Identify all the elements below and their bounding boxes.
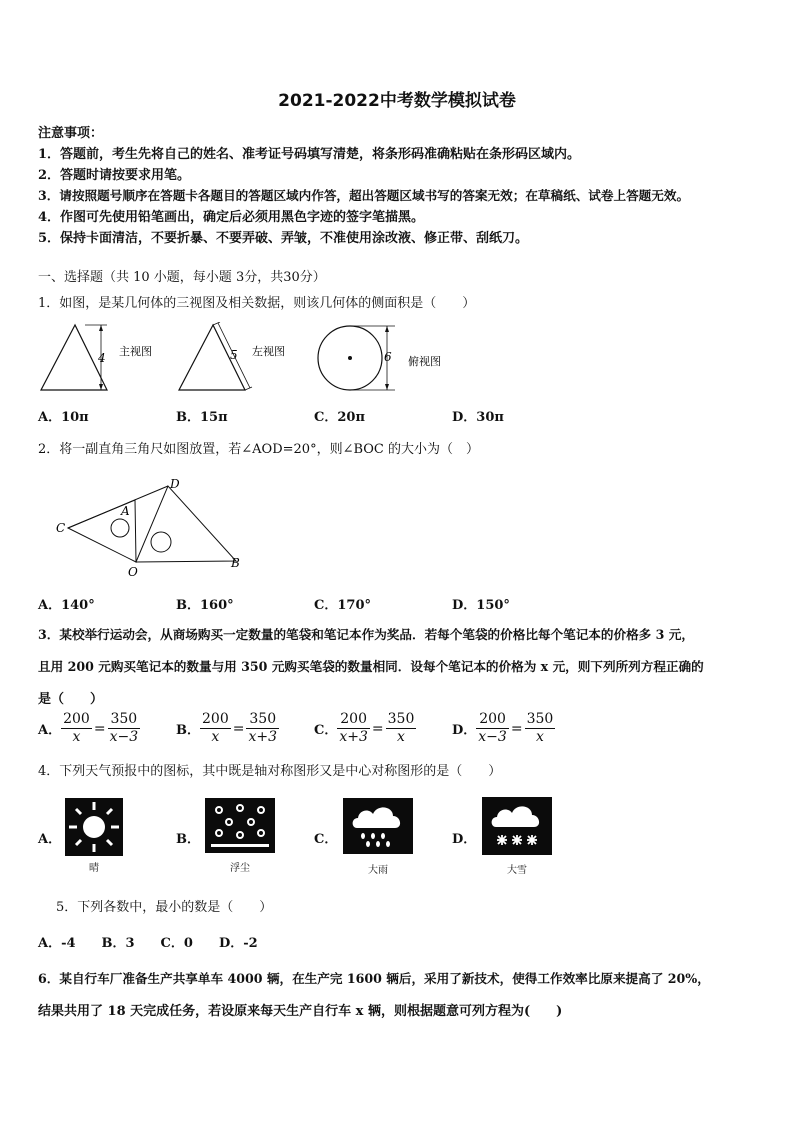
q1-option-b: B．15π [176,410,228,425]
q2-option-d: D．150° [452,598,510,613]
q2-point-o: O [128,565,138,579]
q4-stem: 4．下列天气预报中的图标，其中既是轴对称图形又是中心对称图形的是（ ） [38,764,502,779]
notice-item-1: 1．答题前，考生先将自己的姓名、准考证号码填写清楚，将条形码准确粘贴在条形码区域内。 [38,147,581,162]
q4-option-a-label: A． [38,832,62,847]
heavy-rain-icon [343,798,413,854]
q2-option-b: B．160° [176,598,234,613]
q1-front-label: 主视图 [119,345,152,358]
q3-line-3: 是（ ） [38,692,104,707]
q2-option-a: A．140° [38,598,95,613]
q1-top-label: 俯视图 [408,355,441,368]
q1-stem: 1．如图，是某几何体的三视图及相关数据，则该几何体的侧面积是（ ） [38,296,476,311]
q2-option-c: C．170° [314,598,371,613]
q4-caption-a: 晴 [89,863,99,874]
q2-point-b: B [231,556,240,570]
q3-line-2: 且用 200 元购买笔记本的数量与用 350 元购买笔袋的数量相同．设每个笔记本的价格为 x 元，则下列所列方程正确的 [38,659,704,674]
q5-options: A．-4 B．3 C．0 D．-2 [38,936,258,951]
notice-item-4: 4．作图可先使用铅笔画出，确定后必须用黑色字迹的签字笔描黑。 [38,210,425,225]
q1-top-dim: 6 [384,350,392,364]
q1-front-dim: 4 [98,351,106,365]
heavy-snow-icon [482,797,552,855]
q1-option-a: A．10π [38,410,89,425]
q1-option-c: C．20π [314,410,365,425]
q5-stem: 5．下列各数中，最小的数是（ ） [56,900,273,915]
q3-option-a: A． $\frac{200}{x}$ = $\frac{350}{x-3}$ [38,711,139,745]
q2-point-a: A [121,504,130,518]
q4-option-d-label: D． [452,832,477,847]
q2-point-d: D [170,477,180,491]
q2-triangle-figure [50,474,250,579]
section-heading: 一、选择题（共 10 小题，每小题 3分，共30分） [38,270,326,285]
notice-item-2: 2．答题时请按要求用笔。 [38,168,191,183]
q6-line-2: 结果共用了 18 天完成任务，若设原来每天生产自行车 x 辆，则根据题意可列方程为( ) [38,1004,563,1019]
q3-option-c: C． $\frac{200}{x+3}$ = $\frac{350}{x}$ [314,711,415,745]
q3-line-1: 3．某校举行运动会，从商场购买一定数量的笔袋和笔记本作为奖品．若每个笔袋的价格比每个笔记本的价格多 3 元， [38,627,694,642]
floating-dust-icon [205,798,275,853]
q4-option-c-label: C． [314,832,338,847]
q4-caption-d: 大雪 [507,865,527,876]
page-title: 2021-2022中考数学模拟试卷 [278,91,516,111]
notice-item-5: 5．保持卡面清洁，不要折暴、不要弄破、弄皱，不准使用涂改液、修正带、刮纸刀。 [38,231,529,246]
q6-line-1: 6．某自行车厂准备生产共享单车 4000 辆，在生产完 1600 辆后，采用了新技术，使得工作效率比原来提高了 20%， [38,971,710,986]
q2-point-c: C [56,521,66,535]
q1-option-d: D．30π [452,410,504,425]
q2-stem: 2．将一副直角三角尺如图放置，若∠AOD=20°，则∠BOC 的大小为（ ） [38,442,479,457]
q4-option-b-label: B． [176,832,200,847]
notice-heading: 注意事项： [38,126,104,141]
q4-caption-c: 大雨 [368,865,388,876]
q1-three-views-figure [35,322,455,397]
notice-item-3: 3．请按照题号顺序在答题卡各题目的答题区域内作答，超出答题区域书写的答案无效；在草稿纸、试卷上答题无效。 [38,188,690,203]
q1-left-dim: 5 [230,348,238,362]
sun-icon [65,798,123,856]
q3-option-d: D． $\frac{200}{x-3}$ = $\frac{350}{x}$ [452,711,554,745]
q1-left-label: 左视图 [252,345,285,358]
q4-caption-b: 浮尘 [230,863,250,874]
q3-option-b: B． $\frac{200}{x}$ = $\frac{350}{x+3}$ [176,711,278,745]
